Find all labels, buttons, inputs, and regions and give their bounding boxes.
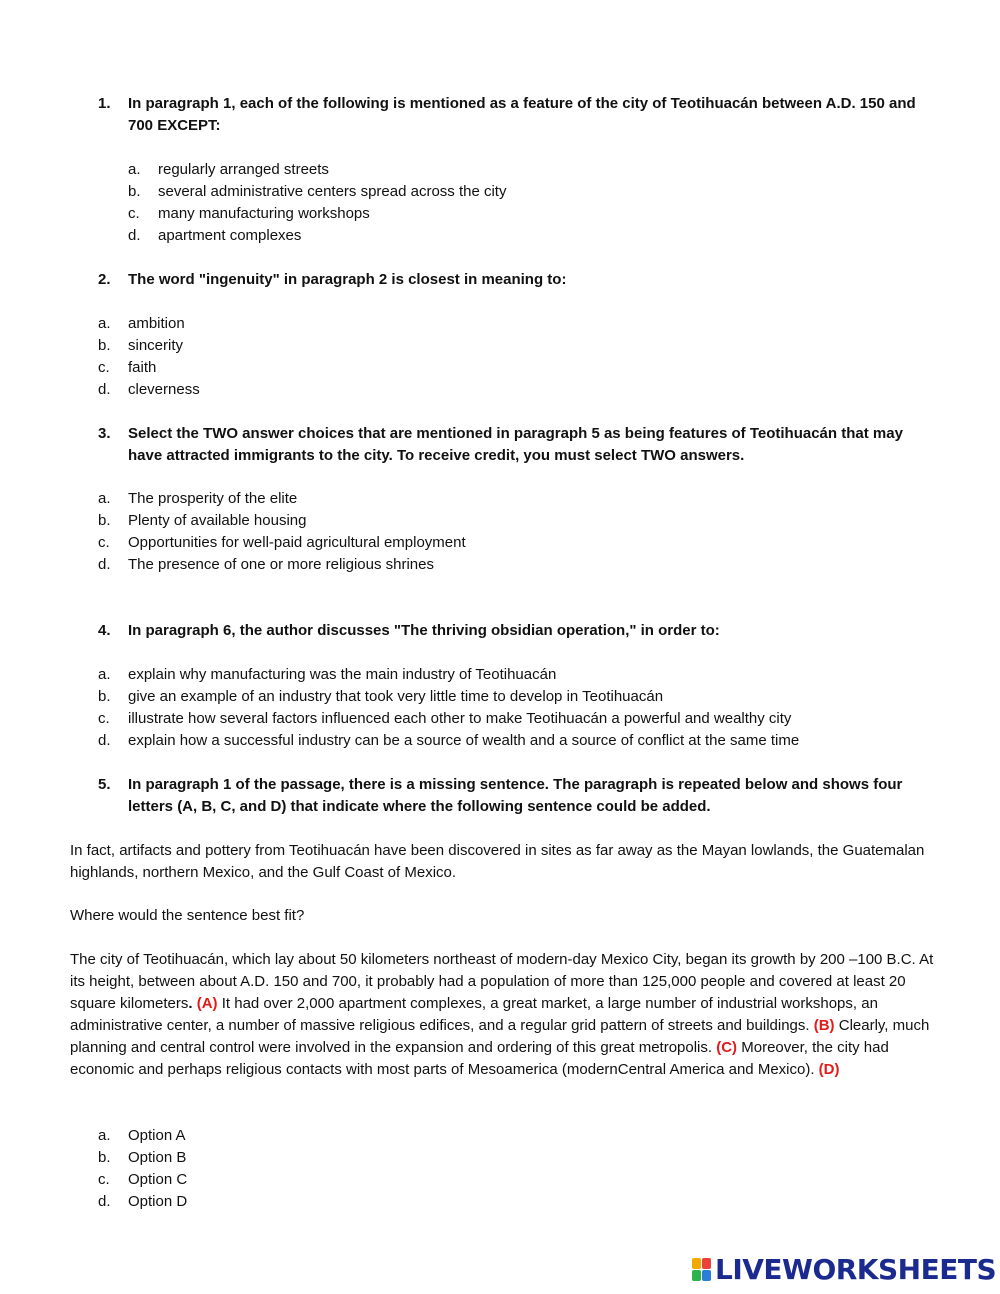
logo-text: LIVEWORKSHEETS: [715, 1253, 997, 1286]
option-item[interactable]: [98, 313, 200, 335]
question-text: In paragraph 1, each of the following is mentioned as a feature of the city of Teotihuacán between A.D. 150 and 700 EXCEPT:: [128, 95, 916, 134]
option-letter: d.: [128, 227, 141, 244]
question-2: [98, 269, 938, 291]
option-text: The presence of one or more religious shrines: [128, 556, 434, 573]
option-item[interactable]: [98, 510, 466, 532]
passage-text: The city of Teotihuacán, which lay about 50 kilometers northeast of modern-day Mexico City, began its growth by 200 –100 B.C. At its height, between about A.D. 150 and 700, it probably had a population of more than 125,000 people and covered at least 20 square kilometers: [70, 951, 934, 1012]
option-letter: a.: [98, 1127, 111, 1144]
option-letter: a.: [98, 490, 111, 507]
question-1-options: [128, 159, 506, 247]
option-item[interactable]: [98, 664, 799, 686]
question-number: 1.: [98, 95, 111, 112]
option-item[interactable]: [98, 1191, 187, 1213]
missing-sentence: In fact, artifacts and pottery from Teotihuacán have been discovered in sites as far away as the Mayan lowlands, the Guatemalan highlands, northern Mexico, and the Gulf Coast of Mexico.: [70, 842, 925, 881]
option-letter: c.: [98, 710, 110, 727]
question-4: [98, 620, 938, 642]
option-letter: b.: [128, 183, 141, 200]
option-item[interactable]: [128, 203, 506, 225]
option-item[interactable]: [128, 225, 506, 247]
option-text: sincerity: [128, 337, 184, 354]
option-letter: c.: [98, 534, 110, 551]
option-text: Option A: [128, 1127, 186, 1144]
option-item[interactable]: [98, 488, 466, 510]
option-text: regularly arranged streets: [158, 161, 329, 178]
option-item[interactable]: [98, 554, 466, 576]
question-number: 2.: [98, 271, 111, 288]
option-item[interactable]: [98, 1169, 187, 1191]
option-letter: b.: [98, 688, 111, 705]
question-text: In paragraph 6, the author discusses "The thriving obsidian operation," in order to:: [128, 622, 720, 639]
passage-paragraph: [70, 949, 940, 1081]
question-3-options: [98, 488, 466, 576]
option-letter: c.: [98, 1171, 110, 1188]
logo-blocks-icon: [692, 1258, 712, 1282]
insert-marker-a[interactable]: (A): [196, 995, 218, 1012]
question-text: The word "ingenuity" in paragraph 2 is closest in meaning to:: [128, 271, 567, 288]
passage-text: Moreover, the city had economic and perhaps religious contacts with most parts of Mesoamerica (modernCentral America and Mexico).: [70, 1039, 889, 1078]
option-item[interactable]: [98, 335, 200, 357]
sentence-prompt: Where would the sentence best fit?: [70, 907, 305, 924]
insert-marker-b[interactable]: (B): [813, 1017, 835, 1034]
option-text: apartment complexes: [158, 227, 302, 244]
option-item[interactable]: [98, 532, 466, 554]
question-4-options: [98, 664, 799, 752]
option-text: cleverness: [128, 381, 200, 398]
option-text: many manufacturing workshops: [158, 205, 370, 222]
option-letter: a.: [98, 666, 111, 683]
insert-marker-d[interactable]: (D): [818, 1061, 840, 1078]
option-letter: b.: [98, 1149, 111, 1166]
option-letter: a.: [98, 315, 111, 332]
option-letter: b.: [98, 512, 111, 529]
option-item[interactable]: [98, 730, 799, 752]
question-3: [98, 423, 938, 467]
option-text: explain why manufacturing was the main industry of Teotihuacán: [128, 666, 557, 683]
option-letter: d.: [98, 381, 111, 398]
option-item[interactable]: [98, 708, 799, 730]
option-text: The prosperity of the elite: [128, 490, 298, 507]
passage-text: Clearly, much planning and central control were involved in the expansion and ordering of this great metropolis.: [70, 1017, 930, 1056]
option-text: illustrate how several factors influenced each other to make Teotihuacán a powerful and wealthy city: [128, 710, 792, 727]
option-item[interactable]: [128, 159, 506, 181]
option-item[interactable]: [98, 686, 799, 708]
question-1: [98, 93, 938, 137]
option-text: Opportunities for well-paid agricultural employment: [128, 534, 466, 551]
option-letter: b.: [98, 337, 111, 354]
question-number: 3.: [98, 425, 111, 442]
option-text: several administrative centers spread across the city: [158, 183, 507, 200]
option-text: ambition: [128, 315, 185, 332]
insert-marker-c[interactable]: (C): [716, 1039, 738, 1056]
option-text: Option D: [128, 1193, 188, 1210]
option-item[interactable]: [98, 1147, 187, 1169]
option-letter: c.: [98, 359, 110, 376]
option-item[interactable]: [128, 181, 506, 203]
passage-text: .: [188, 995, 193, 1012]
option-item[interactable]: [98, 357, 200, 379]
question-number: 4.: [98, 622, 111, 639]
option-letter: d.: [98, 732, 111, 749]
option-text: give an example of an industry that took very little time to develop in Teotihuacán: [128, 688, 664, 705]
question-2-options: [98, 313, 200, 401]
question-5-options: [98, 1125, 187, 1213]
question-text: Select the TWO answer choices that are mentioned in paragraph 5 as being features of Teotihuacán that may have attracted immigrants to the city. To receive credit, you must select TWO answers.: [128, 425, 903, 464]
option-text: Option B: [128, 1149, 187, 1166]
question-5: [98, 774, 938, 818]
option-letter: a.: [128, 161, 141, 178]
option-item[interactable]: [98, 1125, 187, 1147]
passage-text: It had over 2,000 apartment complexes, a great market, a large number of industrial workshops, an administrative center, a number of massive religious edifices, and a regular grid pattern of streets and buildings.: [70, 995, 878, 1034]
option-letter: c.: [128, 205, 140, 222]
liveworksheets-logo: [692, 1253, 996, 1287]
question-text: In paragraph 1 of the passage, there is a missing sentence. The paragraph is repeated below and shows four letters (A, B, C, and D) that indicate where the following sentence could be added.: [128, 776, 903, 815]
option-letter: d.: [98, 1193, 111, 1210]
option-text: explain how a successful industry can be a source of wealth and a source of conflict at the same time: [128, 732, 800, 749]
option-text: Option C: [128, 1171, 188, 1188]
question-number: 5.: [98, 776, 111, 793]
option-text: Plenty of available housing: [128, 512, 307, 529]
option-text: faith: [128, 359, 157, 376]
option-letter: d.: [98, 556, 111, 573]
option-item[interactable]: [98, 379, 200, 401]
